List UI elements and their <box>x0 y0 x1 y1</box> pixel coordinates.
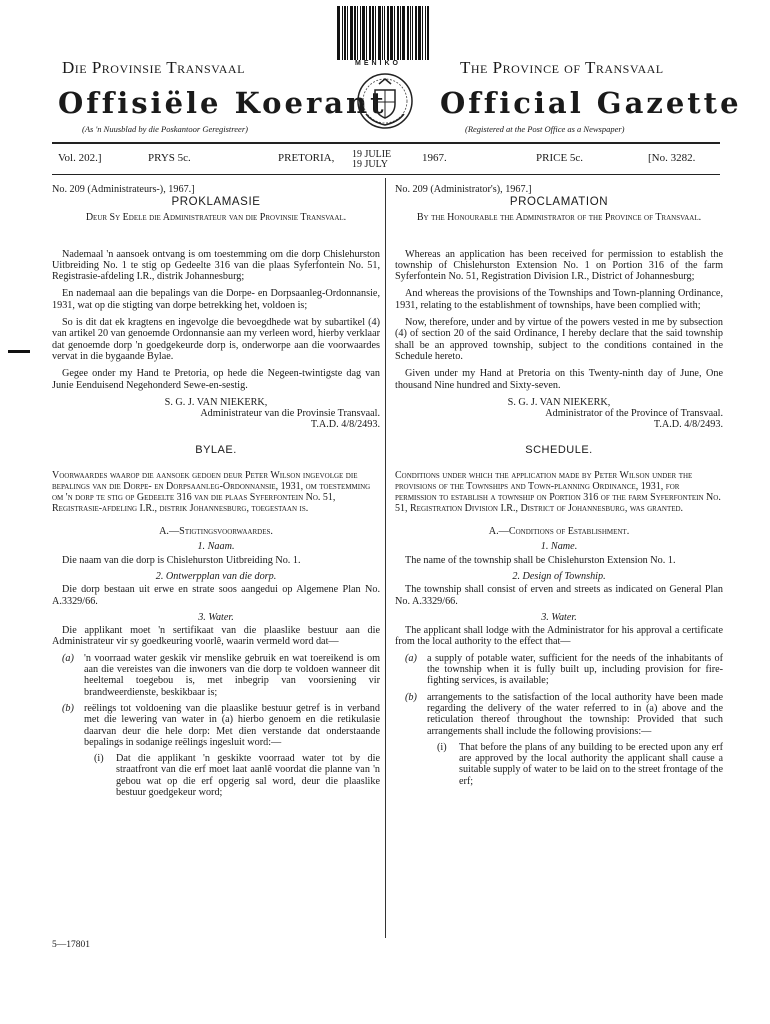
proclamation-number: No. 209 (Administrator's), 1967.] <box>395 184 532 195</box>
column-divider <box>385 178 386 938</box>
barcode-bar <box>410 6 411 60</box>
barcode-bar <box>384 6 385 60</box>
proclamation-by: Deur Sy Edele die Administrateur van die Provinsie Transvaal. <box>85 211 347 223</box>
section-2-title: 2. Ontwerpplan van die dorp. <box>155 570 277 582</box>
barcode-bar <box>390 6 393 60</box>
list-subitem <box>437 742 723 787</box>
barcode-bar <box>342 6 343 60</box>
item-label: (b) <box>62 702 74 714</box>
barcode-bar <box>375 6 376 60</box>
paragraph: Gegee onder my Hand te Pretoria, op hede die Negeen-twintigste dag van Junie Eenduisend Negehonderd Sewe-en-sestig. <box>52 368 380 391</box>
barcode-bar <box>412 6 413 60</box>
signer-name: S. G. J. VAN NIEKERK, <box>164 396 268 408</box>
subitem-label: (i) <box>437 741 447 753</box>
barcode-bar <box>425 6 426 60</box>
gazette-title-english: Official Gazette <box>440 86 742 120</box>
signer-title: Administrateur van die Provinsie Transvaal. <box>200 408 380 420</box>
paragraph: En nademaal aan die bepalings van die Dorpe- en Dorpsaanleg-Ordonnansie, 1931, wat op die stigting van dorpe betrekking het, voldoen is; <box>52 288 380 311</box>
year: 1967. <box>422 152 447 164</box>
subitem-text: Dat die applikant 'n geskikte voorraad water tot by die straatfront van die erf moet laat aanlê voordat die planne van 'n gebou wat op die erf opgerig sal word, deur die plaaslike bestuur goedgekeur word; <box>116 753 380 798</box>
price-english: PRICE 5c. <box>536 152 584 164</box>
barcode-bar <box>378 6 381 60</box>
section-a-heading: A.—Conditions of Establishment. <box>488 526 630 538</box>
barcode-bar <box>357 6 358 60</box>
volume: Vol. 202.] <box>58 152 102 164</box>
column-english <box>395 184 723 792</box>
barcode-bar <box>337 6 340 60</box>
barcode-bar <box>354 6 356 60</box>
barcode-bar <box>402 6 405 60</box>
issue-line <box>58 148 720 170</box>
subitem-text: That before the plans of any building to be erected upon any erf are approved by the local authority the applicant shall cause a suitable supply of water to be laid on to the street frontage of the erf; <box>459 741 723 787</box>
section-a-heading: A.—Stigtingsvoorwaardes. <box>159 526 273 538</box>
barcode-bar <box>400 6 401 60</box>
barcode-bar <box>415 6 417 60</box>
item-label: (a) <box>405 652 417 664</box>
section-1-title: 1. Naam. <box>197 541 235 553</box>
registration-note-afrikaans: (As 'n Nuusblad by die Poskantoor Geregistreer) <box>82 124 248 134</box>
masthead-rule-top <box>52 142 720 144</box>
schedule-heading: SCHEDULE. <box>525 443 593 456</box>
item-text: reëlings tot voldoening van die plaaslike bestuur getref is in verband met die lewering van water in (a) hierbo genoem en die retikulasie daarvan deur die hele dorp: Met dien verstande dat onderstaande bepalings in sodanige reëlings ingesluit word:— <box>84 702 380 748</box>
barcode-bar <box>369 6 371 60</box>
section-3-title: 3. Water. <box>198 611 234 623</box>
coat-of-arms-emblem <box>354 70 416 132</box>
paragraph: So is dit dat ek kragtens en ingevolge die bevoegdhede wat by subartikel (4) van artikel 20 van genoemde Ordonnansie aan my verleen word, hierby verklaar dat genoemde dorp 'n goedgekeurde dorp is, onderworpe aan die voorwaardes vervat in die bygaande Bylae. <box>52 317 380 362</box>
signer-name: S. G. J. VAN NIEKERK, <box>507 396 611 408</box>
signer-title: Administrator of the Province of Transvaal. <box>545 408 723 420</box>
list-subitem <box>94 753 380 798</box>
reference-number: T.A.D. 4/8/2493. <box>653 419 723 431</box>
conditions-intro: Voorwaardes waarop die aansoek gedoen deur Peter Wilson ingevolge die bepalings van die Dorpe- en Dorpsaanleg-Ordonnansie, 1931, om toestemming om 'n dorp te stig op Gedeelte 316 van die plaas Syferfontein No. 51, Registrasie-afdeling I.R., distrik Johannesburg, toegestaan is. <box>52 470 371 515</box>
paragraph: Given under my Hand at Pretoria on this Twenty-ninth day of June, One thousand Nine hundred and Sixty-seven. <box>395 368 723 391</box>
issue-date <box>352 150 391 170</box>
barcode-bar <box>397 6 399 60</box>
issue-number: [No. 3282. <box>648 152 696 164</box>
barcode-bar <box>387 6 389 60</box>
subitem-label: (i) <box>94 753 104 765</box>
item-label: (b) <box>405 691 417 703</box>
registration-note-english: (Registered at the Post Office as a Newspaper) <box>465 124 625 134</box>
section-1-text: The name of the township shall be Chislehurston Extension No. 1. <box>405 554 676 566</box>
barcode-bar <box>362 6 365 60</box>
paragraph: And whereas the provisions of the Townships and Town-planning Ordinance, 1931, relating to the establishment of townships, have been complied with; <box>395 288 723 311</box>
list-item <box>62 653 380 698</box>
proclamation-heading: PROKLAMASIE <box>171 196 261 209</box>
item-text: arrangements to the satisfaction of the local authority have been made regarding the delivery of the water referred to in (a) above and the reticulation thereof throughout the township: Provided that such arrangements shall include the following provisions:— <box>427 691 723 737</box>
title-small-afrikaans: Die Provinsie Transvaal <box>62 58 245 77</box>
paragraph: Nademaal 'n aansoek ontvang is om toestemming om die dorp Chislehurston Uitbreiding No. 1 te stig op Gedeelte 316 van die plaas Syferfontein No. 51, Registrasie-afdeling I.R., distrik Johannesburg; <box>52 248 380 283</box>
price-afrikaans: PRYS 5c. <box>148 152 191 164</box>
conditions-intro: Conditions under which the application made by Peter Wilson under the provisions of the Townships and Town-planning Ordinance, 1931, for permission to establish a township on Portion 316 of the farm Syferfontein No. 51, Registration Division I.R., District of Johannesburg, was granted. <box>395 470 721 515</box>
proclamation-number: No. 209 (Administrateurs-), 1967.] <box>52 184 195 195</box>
list-item <box>405 653 723 687</box>
date-afrikaans: 19 JULIE <box>352 149 392 160</box>
barcode-bar <box>407 6 409 60</box>
column-afrikaans <box>52 184 380 803</box>
section-2-text: The township shall consist of erven and streets as indicated on General Plan No. A.3329/66. <box>395 584 723 607</box>
list-item <box>405 692 723 737</box>
barcode-bar <box>350 6 353 60</box>
date-english: 19 JULY <box>352 159 388 170</box>
barcode-bar <box>394 6 395 60</box>
item-text: a supply of potable water, sufficient for the needs of the inhabitants of the township when it is fully built up, including provision for fire-fighting services, is available; <box>427 652 723 687</box>
schedule-heading: BYLAE. <box>195 443 237 456</box>
barcode-bar <box>360 6 361 60</box>
item-label: (a) <box>62 652 74 664</box>
list-item <box>62 703 380 748</box>
paragraph: Now, therefore, under and by virtue of the powers vested in me by subsection (4) of section 20 of the said Ordinance, I hereby declare that the said township shall be an approved township, subject to the conditions contained in the Schedule hereto. <box>395 317 723 362</box>
barcode-label: MENIKO <box>355 60 401 67</box>
proclamation-heading: PROCLAMATION <box>509 196 609 209</box>
footer-print-code: 5—17801 <box>52 940 90 950</box>
section-3-text: The applicant shall lodge with the Administrator for his approval a certificate from the local authority to the effect that— <box>395 625 723 648</box>
reference-number: T.A.D. 4/8/2493. <box>310 419 380 431</box>
masthead-rule-bottom <box>52 174 720 175</box>
section-2-title: 2. Design of Township. <box>512 570 606 582</box>
paragraph: Whereas an application has been received for permission to establish the township of Chislehurston Extension No. 1 on Portion 316 of the farm Syferfontein No. 51, Registration Division I.R., District of Johannesburg; <box>395 248 723 283</box>
item-text: 'n voorraad water geskik vir menslike gebruik en wat toereikend is om aan die vereistes van die inwoners van die dorp te voldoen wanneer dit heeltemal toegebou is, met inbegrip van voorsiening vir brandweerdienste, beskikbaar is; <box>84 652 380 698</box>
barcode-bar <box>382 6 383 60</box>
barcode-bar <box>427 6 429 60</box>
barcode-bar <box>372 6 374 60</box>
barcode-bar <box>422 6 423 60</box>
section-3-text: Die applikant moet 'n sertifikaat van die plaaslike bestuur aan die Administrateur vir sy goedkeuring voorlê, waarin vermeld word dat— <box>52 625 380 648</box>
margin-mark <box>8 350 30 353</box>
barcode-bar <box>366 6 367 60</box>
section-1-text: Die naam van die dorp is Chislehurston Uitbreiding No. 1. <box>62 554 301 566</box>
city: PRETORIA, <box>278 152 335 164</box>
barcode-bar <box>347 6 348 60</box>
title-small-english: The Province of Transvaal <box>460 58 664 77</box>
section-1-title: 1. Name. <box>540 541 578 553</box>
barcode-bar <box>418 6 421 60</box>
gazette-title-afrikaans: Offisiële Koerant <box>58 86 387 120</box>
barcode-bar <box>344 6 346 60</box>
barcode <box>337 6 433 67</box>
section-3-title: 3. Water. <box>541 611 577 623</box>
section-2-text: Die dorp bestaan uit erwe en strate soos aangedui op Algemene Plan No. A.3329/66. <box>52 584 380 607</box>
proclamation-by: By the Honourable the Administrator of the Province of Transvaal. <box>416 211 702 223</box>
